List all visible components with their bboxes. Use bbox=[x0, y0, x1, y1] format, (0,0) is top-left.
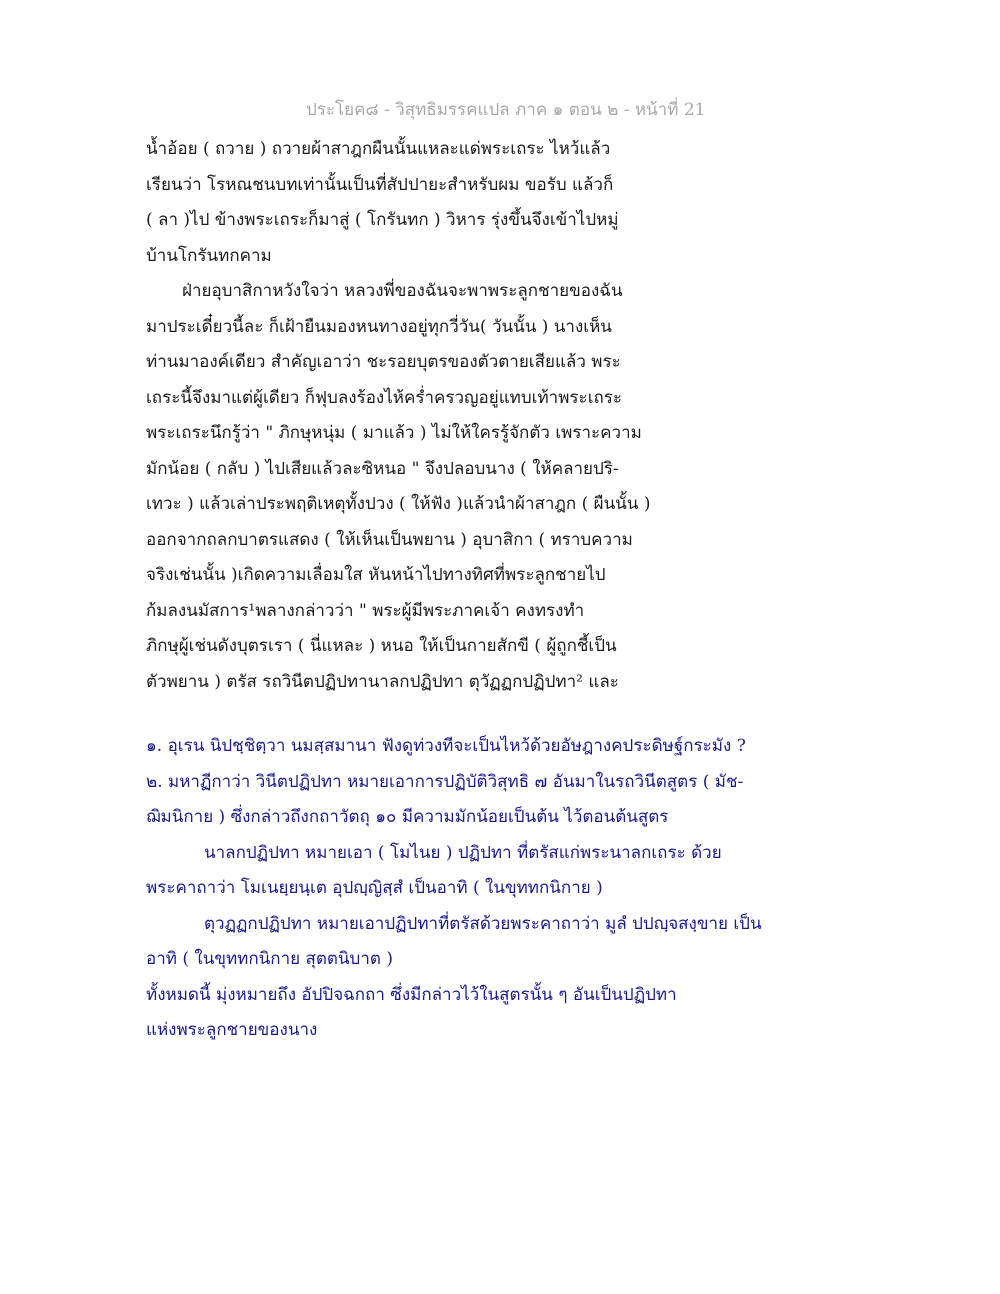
body-line: เรียนว่า โรหณชนบทเท่านั้นเป็นที่สัปปายะสำหรับผม ขอรับ แล้วก็ bbox=[146, 174, 614, 195]
body-line: น้ำอ้อย ( ถวาย ) ถวายผ้าสาฎกผืนนั้นแหละแด่พระเถระ ไหว้แล้ว bbox=[146, 139, 611, 159]
body-line: มักน้อย ( กลับ ) ไปเสียแล้วละซิหนอ " จึงปลอบนาง ( ให้คลายปริ- bbox=[146, 458, 619, 479]
footnotes-section bbox=[146, 729, 846, 1049]
body-line: พระเถระนึกรู้ว่า " ภิกษุหนุ่ม ( มาแล้ว ) ไม่ให้ใครรู้จักตัว เพราะความ bbox=[146, 423, 642, 443]
body-line: บ้านโกรันทกคาม bbox=[146, 245, 272, 266]
body-line: ตัวพยาน ) ตรัส รถวินีตปฏิปทานาลกปฏิปทา ตุวัฏฏกปฏิปทา² และ bbox=[146, 671, 619, 692]
body-line: ก้มลงนมัสการ¹พลางกล่าวว่า " พระผู้มีพระภาคเจ้า คงทรงทำ bbox=[146, 600, 585, 621]
footnote-line: แห่งพระลูกชายของนาง bbox=[146, 1020, 318, 1040]
body-line: ( ลา )ไป ข้างพระเถระก็มาสู่ ( โกรันทก ) วิหาร รุ่งขึ้นจึงเข้าไปหมู่ bbox=[146, 210, 619, 230]
body-line: มาประเดี๋ยวนี้ละ ก็เฝ้ายืนมองหนทางอยู่ทุกวี่วัน( วันนั้น ) นางเห็น bbox=[146, 316, 612, 337]
footnote-line: อาทิ ( ในขุททกนิกาย สุตตนิบาต ) bbox=[146, 949, 393, 969]
footnote-line: ๑. อุเรน นิปชฺชิตฺวา นมสฺสมานา ฟังดูท่วงทีจะเป็นไหว้ด้วยอัษฎางคประดิษฐ์กระมัง ? bbox=[146, 736, 746, 756]
footnote-line: ๒. มหาฏีกาว่า วินีตปฏิปทา หมายเอาการปฏิบัติวิสุทธิ ๗ อันมาในรถวินีตสูตร ( มัช- bbox=[146, 771, 744, 792]
body-line: ออกจากถลกบาตรแสดง ( ให้เห็นเป็นพยาน ) อุบาสิกา ( ทราบความ bbox=[146, 529, 633, 550]
body-line: ฝ่ายอุบาสิกาหวังใจว่า หลวงพี่ของฉันจะพาพระลูกชายของฉัน bbox=[182, 281, 623, 301]
body-line: เทวะ ) แล้วเล่าประพฤติเหตุทั้งปวง ( ให้ฟัง )แล้วนำผ้าสาฎก ( ผืนนั้น ) bbox=[146, 494, 651, 514]
running-header: ประโยค๘ - วิสุทธิมรรคแปล ภาค ๑ ตอน ๒ - หน้าที่ 21 bbox=[306, 100, 706, 120]
main-body-text bbox=[146, 132, 786, 700]
footnote-line: นาลกปฏิปทา หมายเอา ( โมไนย ) ปฏิปทา ที่ตรัสแก่พระนาลกเถระ ด้วย bbox=[204, 842, 722, 863]
footnote-line: ทั้งหมดนี้ มุ่งหมายถึง อัปปิจฉกถา ซึ่งมีกล่าวไว้ในสูตรนั้น ๆ อันเป็นปฏิปทา bbox=[146, 984, 677, 1005]
body-line: ภิกษุผู้เช่นดังบุตรเรา ( นี่แหละ ) หนอ ให้เป็นกายสักขี ( ผู้ถูกชี้เป็น bbox=[146, 636, 617, 656]
footnote-line: พระคาถาว่า โมเนยฺยนฺเต อุปญฺญิสฺสํ เป็นอาทิ ( ในขุททกนิกาย ) bbox=[146, 878, 603, 898]
footnote-line: ตุวฏฏกปฏิปทา หมายเอาปฏิปทาที่ตรัสด้วยพระคาถาว่า มูลํ ปปญฺจสงฺขาย เป็น bbox=[204, 913, 762, 934]
body-line: ท่านมาองค์เดียว สำคัญเอาว่า ชะรอยบุตรของตัวตายเสียแล้ว พระ bbox=[146, 352, 621, 372]
footnote-line: ฌิมนิกาย ) ซึ่งกล่าวถึงกถาวัตถุ ๑๐ มีความมักน้อยเป็นต้น ไว้ตอนต้นสูตร bbox=[146, 807, 669, 827]
body-line: จริงเช่นนั้น )เกิดความเลื่อมใส หันหน้าไปทางทิศที่พระลูกชายไป bbox=[146, 565, 606, 585]
body-line: เถระนี้จึงมาแต่ผู้เดียว ก็ฟุบลงร้องไห้คร่ำครวญอยู่แทบเท้าพระเถระ bbox=[146, 387, 623, 408]
